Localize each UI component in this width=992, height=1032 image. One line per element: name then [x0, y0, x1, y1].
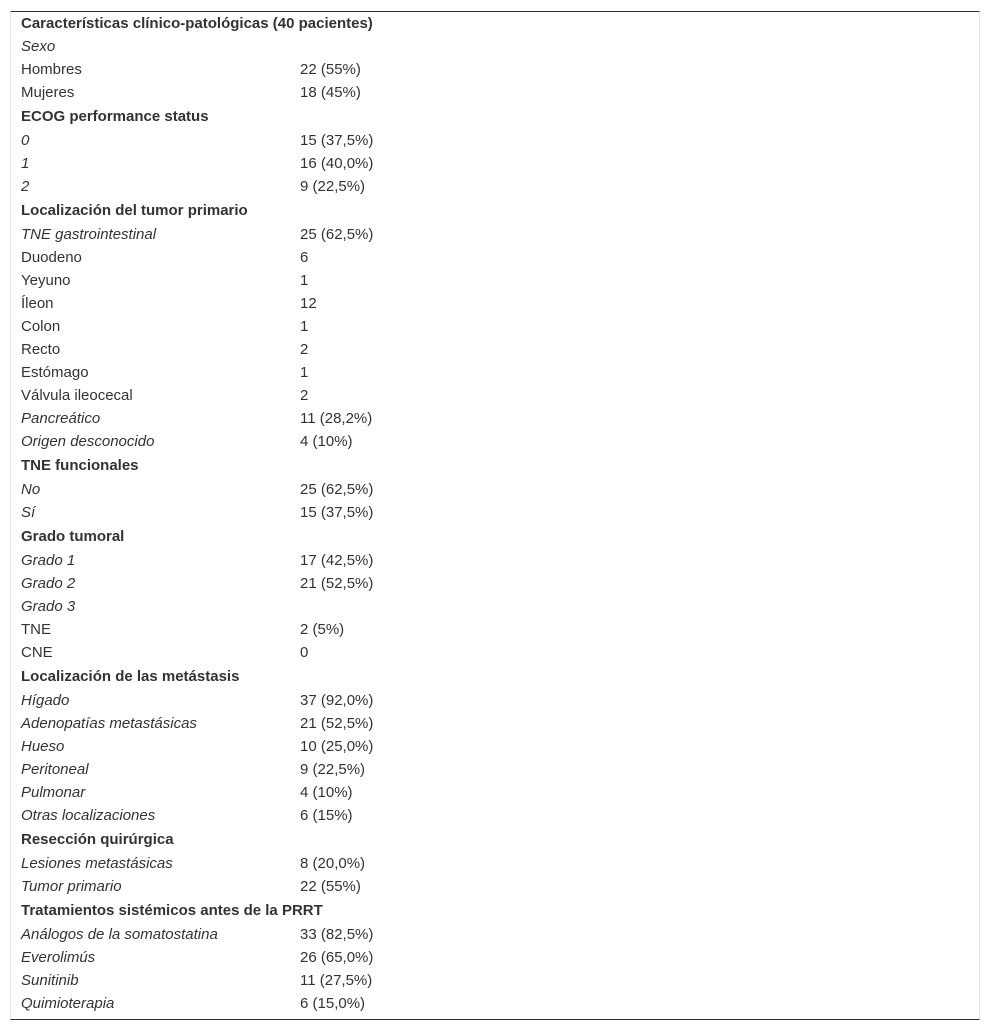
row-value: 15 (37,5%) [300, 132, 374, 149]
row-label: Mujeres [21, 84, 75, 101]
row-label: Grado 1 [21, 552, 76, 569]
table-row [21, 618, 979, 641]
table-row [21, 384, 979, 407]
row-value: 22 (55%) [300, 61, 361, 78]
table-row [21, 758, 979, 781]
table-row [21, 923, 979, 946]
row-value: 11 (28,2%) [300, 410, 373, 427]
row-label: 1 [21, 155, 30, 172]
row-label: Características clínico-patológicas (40 pacientes) [21, 15, 373, 32]
table-row [21, 852, 979, 875]
row-value: 2 [300, 341, 309, 358]
section-header-row [21, 198, 979, 223]
row-label: Recto [21, 341, 61, 358]
row-value: 17 (42,5%) [300, 552, 374, 569]
row-value: 2 (5%) [300, 621, 345, 638]
table-row [21, 595, 979, 618]
row-value: 2 [300, 387, 309, 404]
row-value: 33 (82,5%) [300, 926, 374, 943]
row-label: Tratamientos sistémicos antes de la PRRT [21, 902, 323, 919]
row-value: 21 (52,5%) [300, 575, 374, 592]
row-value: 4 (10%) [300, 433, 353, 450]
table-row [21, 58, 979, 81]
table-row [21, 269, 979, 292]
table-row [21, 361, 979, 384]
row-value: 6 (15,0%) [300, 995, 366, 1012]
row-value: 37 (92,0%) [300, 692, 374, 709]
section-header-row [21, 453, 979, 478]
table-row [21, 478, 979, 501]
table-row [21, 338, 979, 361]
row-value: 1 [300, 318, 309, 335]
row-label: Pulmonar [21, 784, 86, 801]
row-label: Sunitinib [21, 972, 79, 989]
row-label: Válvula ileocecal [21, 387, 133, 404]
row-label: Lesiones metastásicas [21, 855, 173, 872]
row-value: 26 (65,0%) [300, 949, 374, 966]
section-header-row [21, 524, 979, 549]
row-value: 4 (10%) [300, 784, 353, 801]
table-row [21, 35, 979, 58]
table-row [21, 735, 979, 758]
row-label: Análogos de la somatostatina [21, 926, 218, 943]
table-row [21, 292, 979, 315]
table-row [21, 875, 979, 898]
table-row [21, 129, 979, 152]
row-label: Pancreático [21, 410, 101, 427]
row-value: 12 [300, 295, 317, 312]
row-label: Hígado [21, 692, 70, 709]
row-value: 6 (15%) [300, 807, 353, 824]
row-value: 11 (27,5%) [300, 972, 373, 989]
section-header-row [21, 664, 979, 689]
table-row [21, 992, 979, 1015]
row-label: 2 [21, 178, 30, 195]
row-label: Íleon [21, 295, 54, 312]
section-header-row [21, 827, 979, 852]
row-value: 25 (62,5%) [300, 226, 374, 243]
row-label: Grado 3 [21, 598, 76, 615]
row-label: 0 [21, 132, 30, 149]
clinical-characteristics-table [10, 11, 980, 1020]
row-value: 0 [300, 644, 309, 661]
row-value: 1 [300, 364, 309, 381]
row-label: Yeyuno [21, 272, 71, 289]
section-header-row [21, 898, 979, 923]
row-label: Colon [21, 318, 61, 335]
row-label: Sexo [21, 38, 56, 55]
row-label: Otras localizaciones [21, 807, 156, 824]
section-header-row [21, 12, 979, 35]
row-label: TNE funcionales [21, 457, 139, 474]
row-label: Adenopatías metastásicas [21, 715, 197, 732]
table-row [21, 689, 979, 712]
table-row [21, 641, 979, 664]
row-label: Localización del tumor primario [21, 202, 248, 219]
table-row [21, 430, 979, 453]
row-value: 15 (37,5%) [300, 504, 374, 521]
row-label: Grado 2 [21, 575, 76, 592]
row-value: 9 (22,5%) [300, 178, 366, 195]
row-value: 21 (52,5%) [300, 715, 374, 732]
table-row [21, 501, 979, 524]
table-row [21, 175, 979, 198]
row-label: No [21, 481, 41, 498]
row-value: 1 [300, 272, 309, 289]
table-row [21, 152, 979, 175]
row-label: Origen desconocido [21, 433, 155, 450]
row-value: 18 (45%) [300, 84, 361, 101]
row-label: Everolimús [21, 949, 96, 966]
table-row [21, 781, 979, 804]
table-row [21, 223, 979, 246]
section-header-row [21, 104, 979, 129]
row-label: Estómago [21, 364, 89, 381]
row-label: Tumor primario [21, 878, 122, 895]
row-value: 9 (22,5%) [300, 761, 366, 778]
row-label: Sí [21, 504, 36, 521]
table-row [21, 549, 979, 572]
row-value: 22 (55%) [300, 878, 361, 895]
row-value: 16 (40,0%) [300, 155, 374, 172]
row-value: 10 (25,0%) [300, 738, 374, 755]
row-value: 25 (62,5%) [300, 481, 374, 498]
row-label: TNE [21, 621, 51, 638]
table-row [21, 407, 979, 430]
row-label: Grado tumoral [21, 528, 125, 545]
table-row [21, 804, 979, 827]
row-label: Hombres [21, 61, 82, 78]
table-row [21, 81, 979, 104]
row-label: Duodeno [21, 249, 82, 266]
table-row [21, 246, 979, 269]
table-row [21, 572, 979, 595]
table-body [21, 12, 979, 1015]
row-value: 8 (20,0%) [300, 855, 366, 872]
row-label: ECOG performance status [21, 108, 209, 125]
table-row [21, 315, 979, 338]
table-row [21, 946, 979, 969]
row-label: Localización de las metástasis [21, 668, 240, 685]
row-label: Quimioterapia [21, 995, 115, 1012]
row-label: TNE gastrointestinal [21, 226, 157, 243]
row-label: Peritoneal [21, 761, 89, 778]
row-label: Resección quirúrgica [21, 831, 174, 848]
row-value: 6 [300, 249, 309, 266]
row-label: CNE [21, 644, 53, 661]
row-label: Hueso [21, 738, 65, 755]
table-row [21, 712, 979, 735]
table-row [21, 969, 979, 992]
